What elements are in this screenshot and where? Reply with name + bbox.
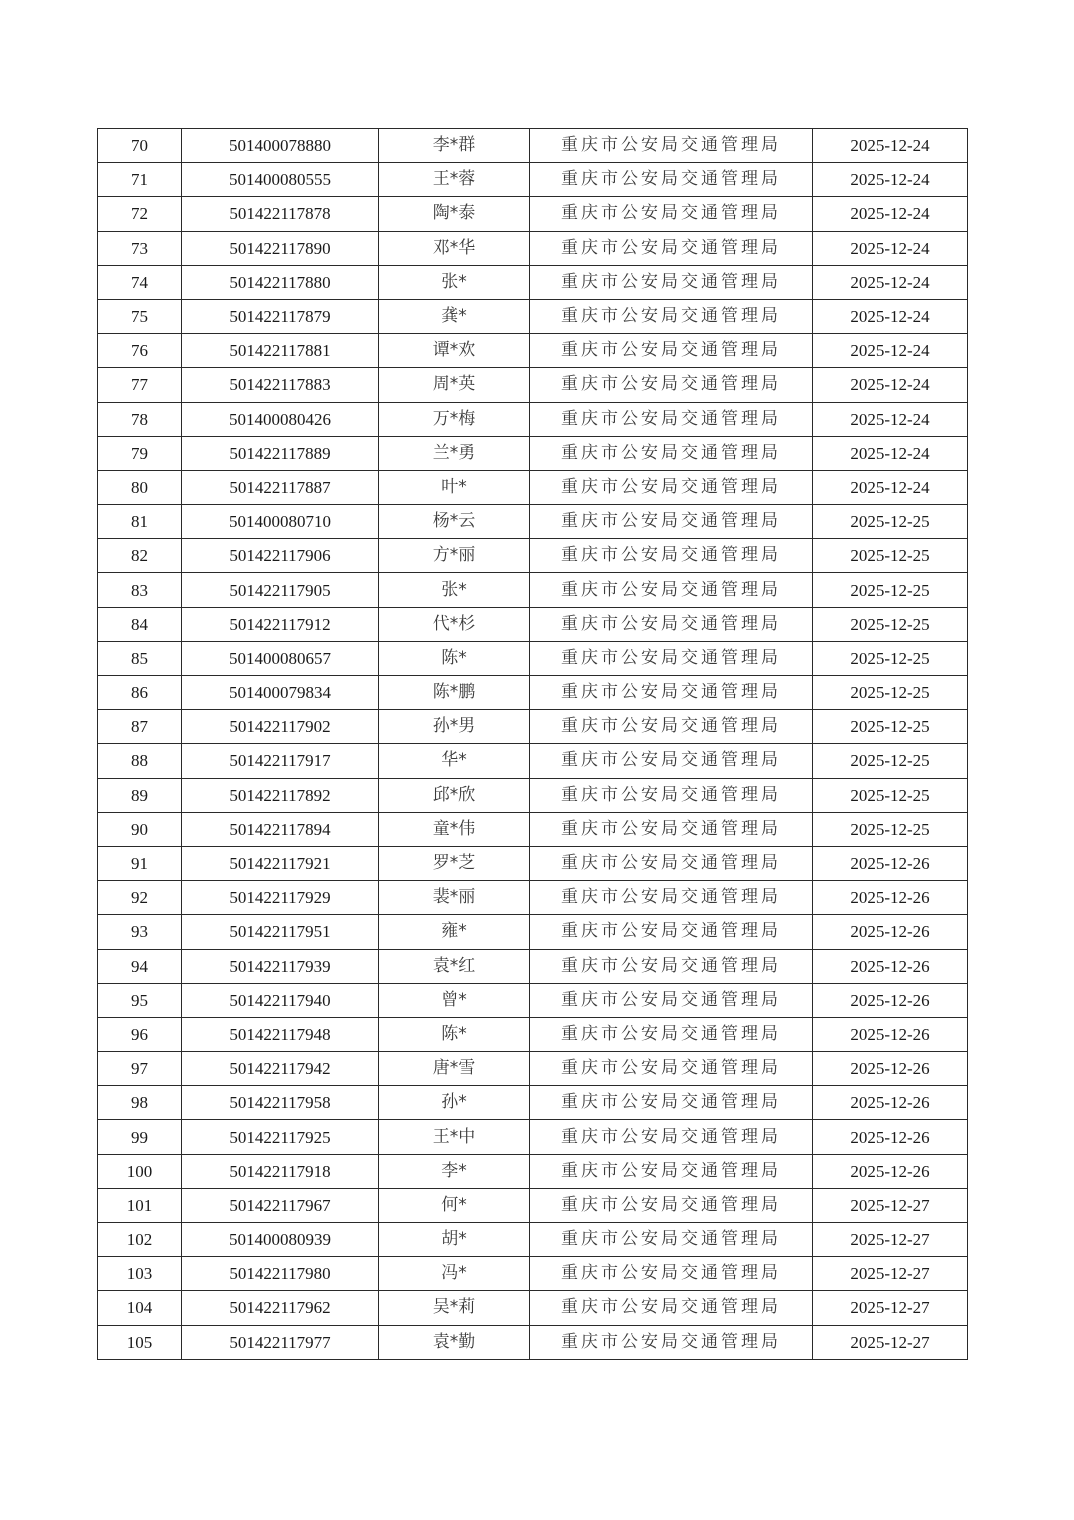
row-number-cell: 100: [98, 1154, 182, 1188]
person-name-cell: 陈*: [379, 1017, 530, 1051]
record-id-cell: 501422117918: [182, 1154, 379, 1188]
row-number-cell: 94: [98, 949, 182, 983]
roster-table-body: [98, 129, 968, 1360]
table-row: [98, 744, 968, 778]
person-name-cell: 何*: [379, 1188, 530, 1222]
row-number-cell: 81: [98, 505, 182, 539]
record-id-cell: 501422117967: [182, 1188, 379, 1222]
record-id-cell: 501422117942: [182, 1052, 379, 1086]
authority-cell: 重庆市公安局交通管理局: [530, 129, 813, 163]
person-name-cell: 邱*欣: [379, 778, 530, 812]
row-number-cell: 86: [98, 676, 182, 710]
record-id-cell: 501422117912: [182, 607, 379, 641]
table-row: [98, 812, 968, 846]
record-id-cell: 501422117962: [182, 1291, 379, 1325]
row-number-cell: 76: [98, 334, 182, 368]
person-name-cell: 兰*勇: [379, 436, 530, 470]
person-name-cell: 杨*云: [379, 505, 530, 539]
row-number-cell: 77: [98, 368, 182, 402]
record-id-cell: 501422117958: [182, 1086, 379, 1120]
person-name-cell: 邓*华: [379, 231, 530, 265]
authority-cell: 重庆市公安局交通管理局: [530, 812, 813, 846]
table-row: [98, 163, 968, 197]
date-cell: 2025-12-24: [813, 334, 968, 368]
date-cell: 2025-12-26: [813, 949, 968, 983]
authority-cell: 重庆市公安局交通管理局: [530, 265, 813, 299]
row-number-cell: 85: [98, 641, 182, 675]
roster-table: [97, 128, 968, 1360]
person-name-cell: 谭*欢: [379, 334, 530, 368]
record-id-cell: 501422117939: [182, 949, 379, 983]
person-name-cell: 张*: [379, 265, 530, 299]
record-id-cell: 501400080426: [182, 402, 379, 436]
table-row: [98, 334, 968, 368]
person-name-cell: 裴*丽: [379, 881, 530, 915]
date-cell: 2025-12-24: [813, 163, 968, 197]
person-name-cell: 冯*: [379, 1257, 530, 1291]
person-name-cell: 吴*莉: [379, 1291, 530, 1325]
record-id-cell: 501422117921: [182, 846, 379, 880]
date-cell: 2025-12-24: [813, 470, 968, 504]
table-row: [98, 641, 968, 675]
row-number-cell: 92: [98, 881, 182, 915]
record-id-cell: 501422117940: [182, 983, 379, 1017]
record-id-cell: 501422117948: [182, 1017, 379, 1051]
date-cell: 2025-12-24: [813, 265, 968, 299]
row-number-cell: 96: [98, 1017, 182, 1051]
date-cell: 2025-12-25: [813, 505, 968, 539]
date-cell: 2025-12-25: [813, 607, 968, 641]
date-cell: 2025-12-25: [813, 573, 968, 607]
date-cell: 2025-12-27: [813, 1325, 968, 1359]
person-name-cell: 万*梅: [379, 402, 530, 436]
person-name-cell: 李*: [379, 1154, 530, 1188]
record-id-cell: 501400080555: [182, 163, 379, 197]
authority-cell: 重庆市公安局交通管理局: [530, 1120, 813, 1154]
row-number-cell: 88: [98, 744, 182, 778]
table-row: [98, 197, 968, 231]
table-row: [98, 915, 968, 949]
date-cell: 2025-12-25: [813, 641, 968, 675]
table-row: [98, 129, 968, 163]
row-number-cell: 80: [98, 470, 182, 504]
authority-cell: 重庆市公安局交通管理局: [530, 641, 813, 675]
record-id-cell: 501400080939: [182, 1223, 379, 1257]
row-number-cell: 104: [98, 1291, 182, 1325]
record-id-cell: 501422117977: [182, 1325, 379, 1359]
date-cell: 2025-12-24: [813, 129, 968, 163]
table-row: [98, 846, 968, 880]
table-row: [98, 402, 968, 436]
authority-cell: 重庆市公安局交通管理局: [530, 402, 813, 436]
authority-cell: 重庆市公安局交通管理局: [530, 1052, 813, 1086]
table-row: [98, 1291, 968, 1325]
row-number-cell: 87: [98, 710, 182, 744]
record-id-cell: 501422117883: [182, 368, 379, 402]
record-id-cell: 501422117906: [182, 539, 379, 573]
authority-cell: 重庆市公安局交通管理局: [530, 710, 813, 744]
table-row: [98, 1223, 968, 1257]
row-number-cell: 103: [98, 1257, 182, 1291]
authority-cell: 重庆市公安局交通管理局: [530, 915, 813, 949]
authority-cell: 重庆市公安局交通管理局: [530, 778, 813, 812]
row-number-cell: 78: [98, 402, 182, 436]
row-number-cell: 97: [98, 1052, 182, 1086]
person-name-cell: 袁*勤: [379, 1325, 530, 1359]
authority-cell: 重庆市公安局交通管理局: [530, 1188, 813, 1222]
row-number-cell: 89: [98, 778, 182, 812]
date-cell: 2025-12-26: [813, 1154, 968, 1188]
authority-cell: 重庆市公安局交通管理局: [530, 436, 813, 470]
authority-cell: 重庆市公安局交通管理局: [530, 573, 813, 607]
row-number-cell: 90: [98, 812, 182, 846]
table-row: [98, 676, 968, 710]
authority-cell: 重庆市公安局交通管理局: [530, 231, 813, 265]
date-cell: 2025-12-26: [813, 1052, 968, 1086]
row-number-cell: 91: [98, 846, 182, 880]
person-name-cell: 王*中: [379, 1120, 530, 1154]
record-id-cell: 501400080710: [182, 505, 379, 539]
table-row: [98, 573, 968, 607]
date-cell: 2025-12-26: [813, 915, 968, 949]
authority-cell: 重庆市公安局交通管理局: [530, 539, 813, 573]
authority-cell: 重庆市公安局交通管理局: [530, 470, 813, 504]
table-row: [98, 1120, 968, 1154]
table-row: [98, 710, 968, 744]
person-name-cell: 陈*: [379, 641, 530, 675]
record-id-cell: 501422117890: [182, 231, 379, 265]
authority-cell: 重庆市公安局交通管理局: [530, 607, 813, 641]
table-row: [98, 1154, 968, 1188]
authority-cell: 重庆市公安局交通管理局: [530, 1257, 813, 1291]
record-id-cell: 501422117892: [182, 778, 379, 812]
table-row: [98, 299, 968, 333]
authority-cell: 重庆市公安局交通管理局: [530, 1017, 813, 1051]
person-name-cell: 孙*男: [379, 710, 530, 744]
table-row: [98, 368, 968, 402]
authority-cell: 重庆市公安局交通管理局: [530, 299, 813, 333]
date-cell: 2025-12-26: [813, 1017, 968, 1051]
date-cell: 2025-12-24: [813, 402, 968, 436]
authority-cell: 重庆市公安局交通管理局: [530, 983, 813, 1017]
record-id-cell: 501400079834: [182, 676, 379, 710]
record-id-cell: 501422117887: [182, 470, 379, 504]
person-name-cell: 代*杉: [379, 607, 530, 641]
authority-cell: 重庆市公安局交通管理局: [530, 881, 813, 915]
row-number-cell: 82: [98, 539, 182, 573]
date-cell: 2025-12-25: [813, 710, 968, 744]
date-cell: 2025-12-25: [813, 778, 968, 812]
row-number-cell: 95: [98, 983, 182, 1017]
authority-cell: 重庆市公安局交通管理局: [530, 368, 813, 402]
record-id-cell: 501422117925: [182, 1120, 379, 1154]
authority-cell: 重庆市公安局交通管理局: [530, 197, 813, 231]
date-cell: 2025-12-24: [813, 197, 968, 231]
date-cell: 2025-12-24: [813, 299, 968, 333]
row-number-cell: 93: [98, 915, 182, 949]
row-number-cell: 70: [98, 129, 182, 163]
table-row: [98, 265, 968, 299]
table-row: [98, 949, 968, 983]
authority-cell: 重庆市公安局交通管理局: [530, 846, 813, 880]
person-name-cell: 张*: [379, 573, 530, 607]
record-id-cell: 501422117879: [182, 299, 379, 333]
record-id-cell: 501422117917: [182, 744, 379, 778]
table-row: [98, 505, 968, 539]
authority-cell: 重庆市公安局交通管理局: [530, 1223, 813, 1257]
date-cell: 2025-12-24: [813, 368, 968, 402]
record-id-cell: 501422117951: [182, 915, 379, 949]
date-cell: 2025-12-26: [813, 881, 968, 915]
row-number-cell: 99: [98, 1120, 182, 1154]
date-cell: 2025-12-26: [813, 846, 968, 880]
row-number-cell: 101: [98, 1188, 182, 1222]
table-row: [98, 1257, 968, 1291]
table-row: [98, 1325, 968, 1359]
table-row: [98, 1052, 968, 1086]
date-cell: 2025-12-25: [813, 676, 968, 710]
row-number-cell: 79: [98, 436, 182, 470]
table-row: [98, 1188, 968, 1222]
date-cell: 2025-12-26: [813, 983, 968, 1017]
record-id-cell: 501400080657: [182, 641, 379, 675]
person-name-cell: 陶*泰: [379, 197, 530, 231]
row-number-cell: 83: [98, 573, 182, 607]
authority-cell: 重庆市公安局交通管理局: [530, 505, 813, 539]
table-row: [98, 778, 968, 812]
row-number-cell: 105: [98, 1325, 182, 1359]
person-name-cell: 王*蓉: [379, 163, 530, 197]
person-name-cell: 陈*鹏: [379, 676, 530, 710]
table-row: [98, 983, 968, 1017]
person-name-cell: 罗*芝: [379, 846, 530, 880]
table-row: [98, 231, 968, 265]
person-name-cell: 袁*红: [379, 949, 530, 983]
date-cell: 2025-12-26: [813, 1086, 968, 1120]
date-cell: 2025-12-27: [813, 1257, 968, 1291]
row-number-cell: 72: [98, 197, 182, 231]
row-number-cell: 84: [98, 607, 182, 641]
record-id-cell: 501422117894: [182, 812, 379, 846]
date-cell: 2025-12-26: [813, 1120, 968, 1154]
person-name-cell: 唐*雪: [379, 1052, 530, 1086]
row-number-cell: 102: [98, 1223, 182, 1257]
record-id-cell: 501422117880: [182, 265, 379, 299]
row-number-cell: 75: [98, 299, 182, 333]
person-name-cell: 雍*: [379, 915, 530, 949]
authority-cell: 重庆市公安局交通管理局: [530, 163, 813, 197]
person-name-cell: 曾*: [379, 983, 530, 1017]
record-id-cell: 501422117980: [182, 1257, 379, 1291]
date-cell: 2025-12-25: [813, 744, 968, 778]
table-row: [98, 607, 968, 641]
record-id-cell: 501422117929: [182, 881, 379, 915]
authority-cell: 重庆市公安局交通管理局: [530, 1291, 813, 1325]
date-cell: 2025-12-27: [813, 1223, 968, 1257]
table-row: [98, 539, 968, 573]
record-id-cell: 501422117902: [182, 710, 379, 744]
date-cell: 2025-12-27: [813, 1291, 968, 1325]
date-cell: 2025-12-24: [813, 436, 968, 470]
person-name-cell: 童*伟: [379, 812, 530, 846]
person-name-cell: 叶*: [379, 470, 530, 504]
table-row: [98, 881, 968, 915]
person-name-cell: 周*英: [379, 368, 530, 402]
authority-cell: 重庆市公安局交通管理局: [530, 744, 813, 778]
table-row: [98, 1017, 968, 1051]
authority-cell: 重庆市公安局交通管理局: [530, 676, 813, 710]
date-cell: 2025-12-25: [813, 812, 968, 846]
record-id-cell: 501422117905: [182, 573, 379, 607]
person-name-cell: 孙*: [379, 1086, 530, 1120]
authority-cell: 重庆市公安局交通管理局: [530, 1086, 813, 1120]
table-row: [98, 1086, 968, 1120]
date-cell: 2025-12-25: [813, 539, 968, 573]
authority-cell: 重庆市公安局交通管理局: [530, 334, 813, 368]
authority-cell: 重庆市公安局交通管理局: [530, 1154, 813, 1188]
record-id-cell: 501400078880: [182, 129, 379, 163]
record-id-cell: 501422117878: [182, 197, 379, 231]
date-cell: 2025-12-24: [813, 231, 968, 265]
person-name-cell: 胡*: [379, 1223, 530, 1257]
authority-cell: 重庆市公安局交通管理局: [530, 1325, 813, 1359]
row-number-cell: 98: [98, 1086, 182, 1120]
row-number-cell: 73: [98, 231, 182, 265]
person-name-cell: 李*群: [379, 129, 530, 163]
table-row: [98, 436, 968, 470]
date-cell: 2025-12-27: [813, 1188, 968, 1222]
authority-cell: 重庆市公安局交通管理局: [530, 949, 813, 983]
person-name-cell: 龚*: [379, 299, 530, 333]
row-number-cell: 74: [98, 265, 182, 299]
person-name-cell: 华*: [379, 744, 530, 778]
record-id-cell: 501422117881: [182, 334, 379, 368]
table-row: [98, 470, 968, 504]
record-id-cell: 501422117889: [182, 436, 379, 470]
person-name-cell: 方*丽: [379, 539, 530, 573]
row-number-cell: 71: [98, 163, 182, 197]
